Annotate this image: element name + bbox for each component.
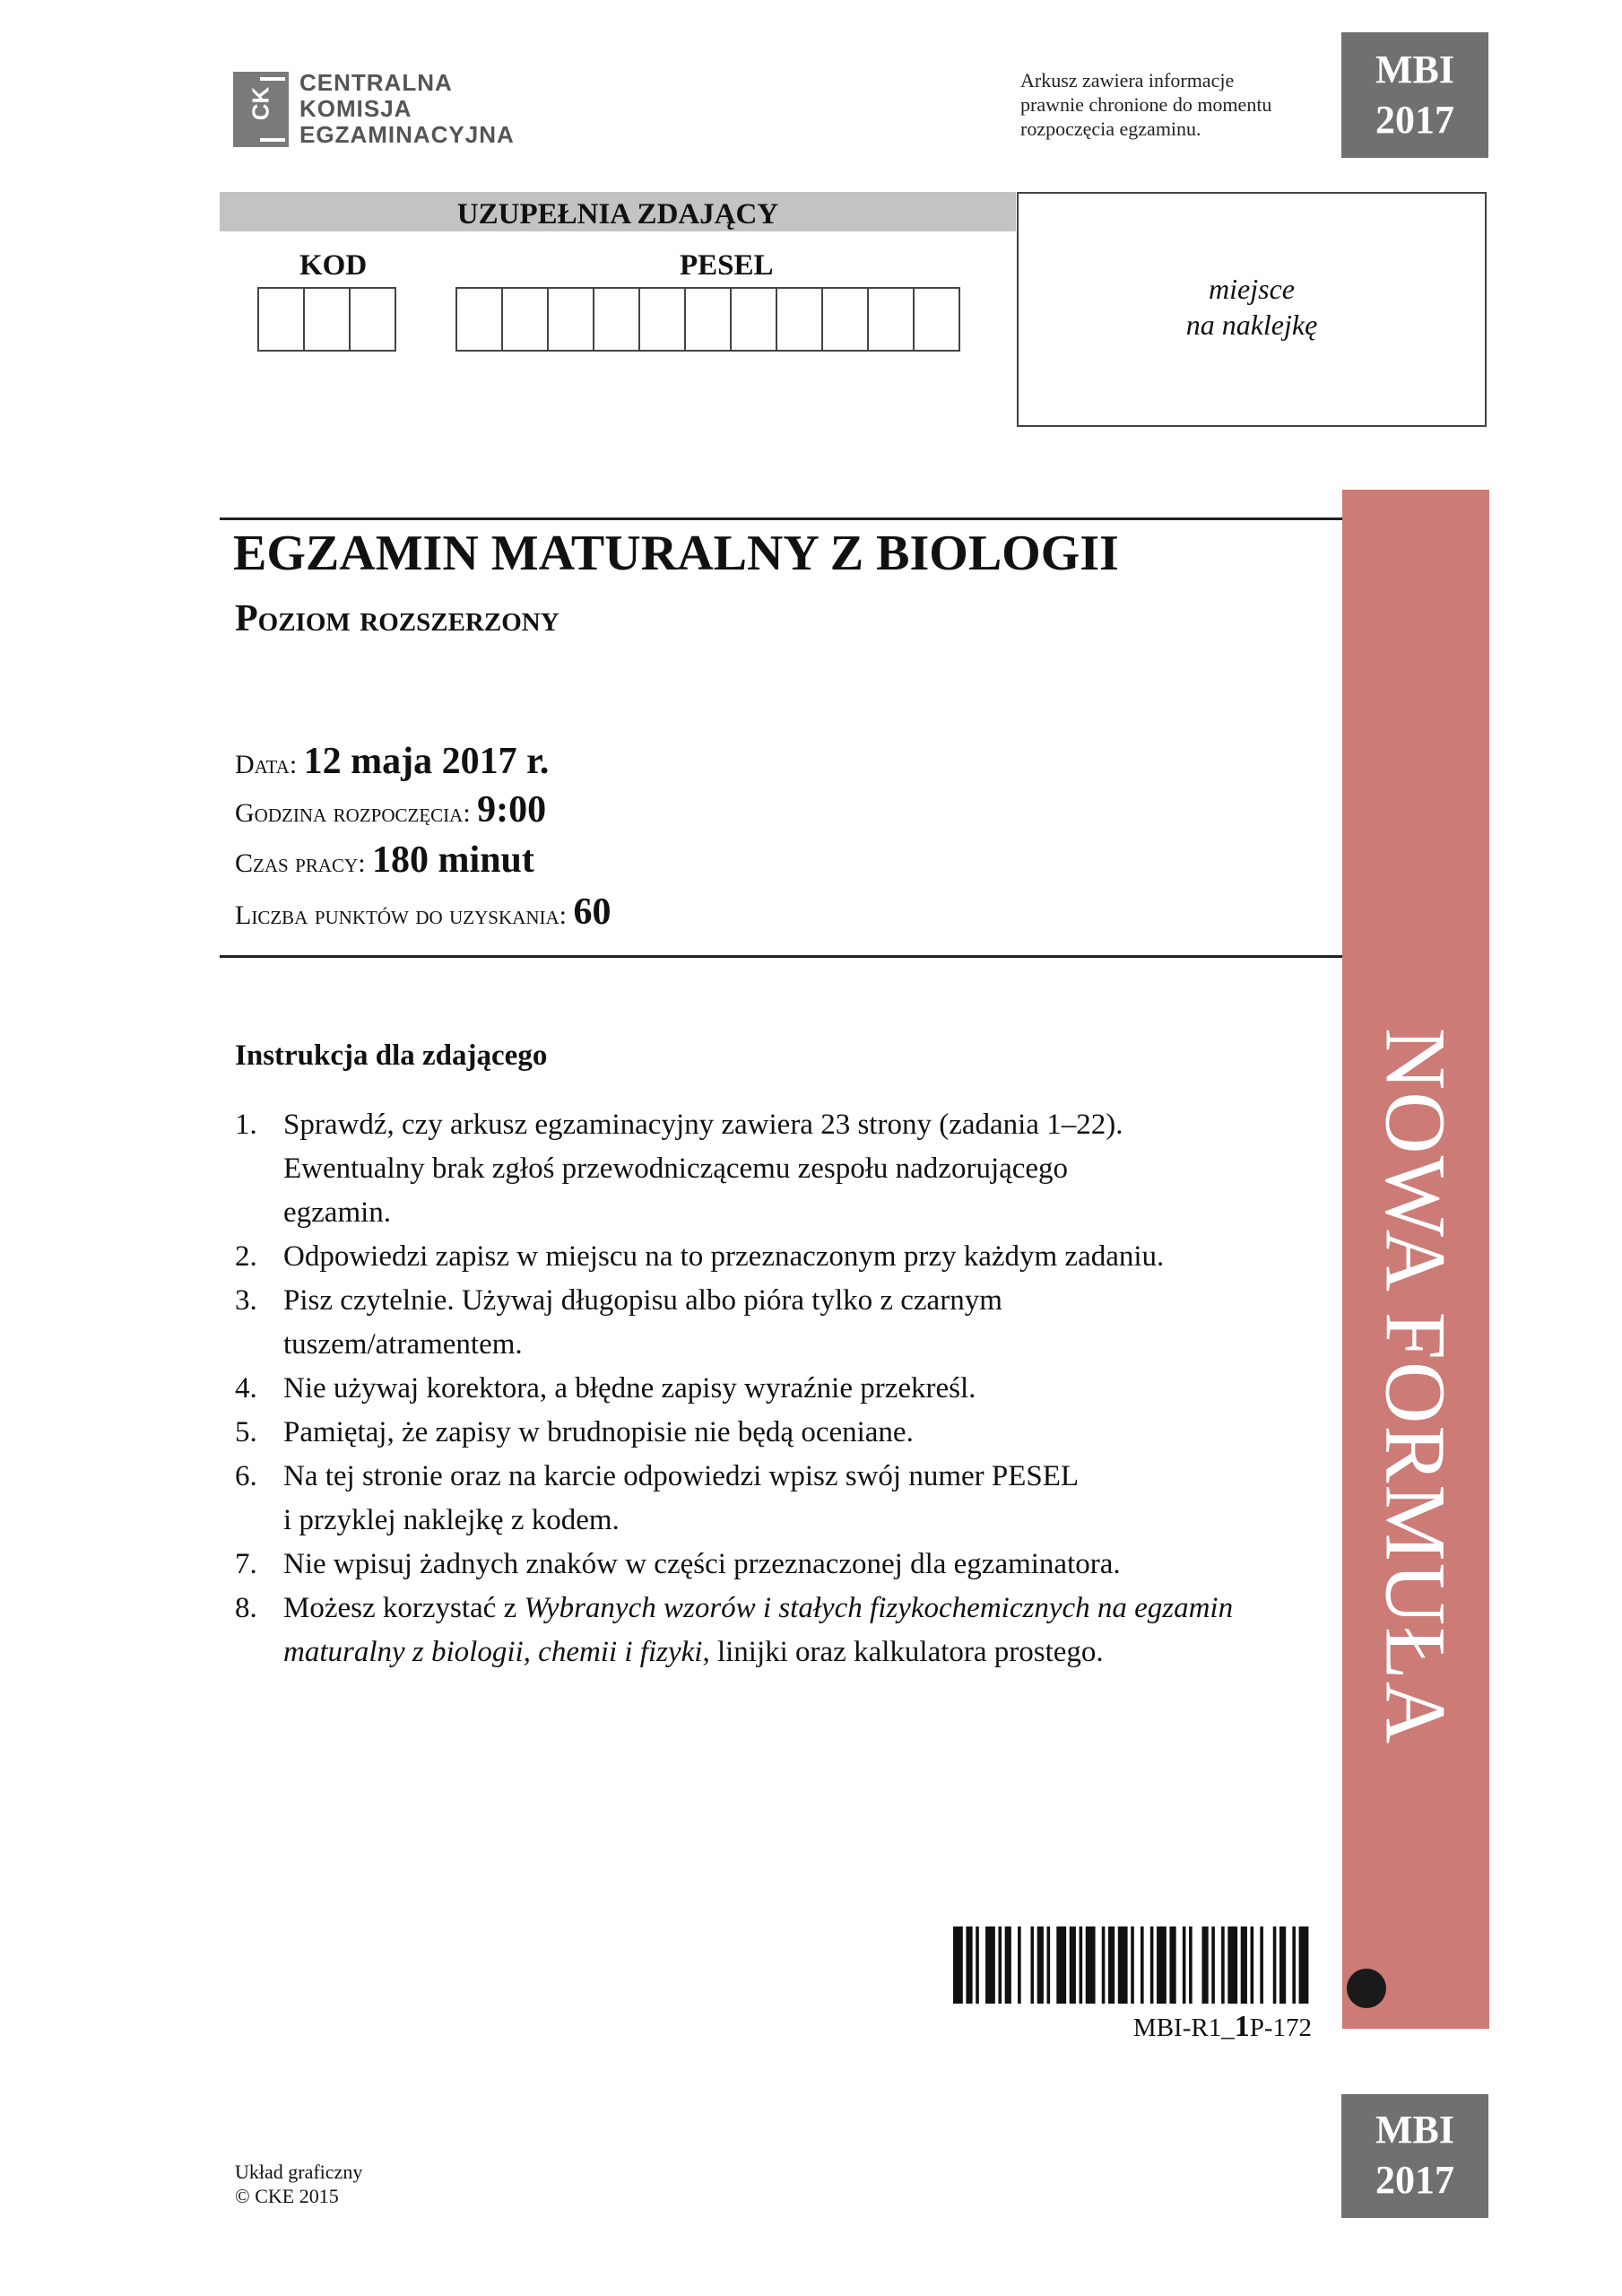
side-band-label <box>1342 490 1489 2029</box>
instruction-item <box>235 1235 1311 1279</box>
date-value: 12 maja 2017 r. <box>303 741 550 782</box>
barcode-bar <box>1183 1926 1186 2004</box>
instruction-line: Na tej stronie oraz na karcie odpowiedzi wpisz swój numer PESEL <box>283 1460 1080 1492</box>
instruction-number: 6. <box>235 1460 257 1492</box>
points-label: Liczba punktów do uzyskania: <box>235 900 567 930</box>
instruction-number: 8. <box>235 1592 257 1624</box>
barcode-bar <box>1118 1926 1128 2004</box>
instruction-item <box>235 1455 1311 1543</box>
logo-line: EGZAMINACYJNA <box>299 121 515 148</box>
barcode-bar <box>1141 1926 1144 2004</box>
instruction-line: Pisz czytelnie. Używaj długopisu albo pióra tylko z czarnym <box>283 1284 1002 1317</box>
pesel-input-cells[interactable] <box>455 287 960 352</box>
barcode-bar <box>1227 1926 1237 2004</box>
exam-year: 2017 <box>1375 2158 1454 2202</box>
barcode-bar <box>1102 1926 1106 2004</box>
barcode-bar <box>1299 1926 1309 2004</box>
divider <box>220 517 1342 520</box>
digit-cell[interactable] <box>686 289 732 350</box>
kod-label: KOD <box>299 249 368 282</box>
instruction-line: Sprawdź, czy arkusz egzaminacyjny zawiera 23 strony (zadania 1–22). <box>283 1109 1123 1141</box>
digit-cell[interactable] <box>549 289 594 350</box>
instruction-number: 3. <box>235 1284 257 1317</box>
barcode-bar <box>1047 1926 1051 2004</box>
barcode-bar <box>1157 1926 1167 2004</box>
instruction-line: Nie używaj korektora, a błędne zapisy wyraźnie przekreśl. <box>283 1372 976 1405</box>
barcode-bar <box>1273 1926 1277 2004</box>
sticker-area <box>1017 192 1487 427</box>
barcode-suffix: P-172 <box>1249 2013 1312 2042</box>
instructions-heading: Instrukcja dla zdającego <box>235 1039 548 1072</box>
instruction-text-italic: Wybranych wzorów i stałych fizykochemicznych na egzamin maturalny z biologii, chemii i fizyki <box>283 1592 1234 1668</box>
barcode-bar <box>1279 1926 1286 2004</box>
start-label: Godzina rozpoczęcia: <box>235 798 471 828</box>
exam-code: MBI <box>1375 2108 1454 2152</box>
logo-line: CENTRALNA <box>299 69 453 96</box>
instruction-line: egzamin. <box>283 1196 392 1229</box>
barcode-bar <box>1292 1926 1296 2004</box>
sticker-line: na naklejkę <box>1185 309 1318 341</box>
barcode-bar <box>1080 1926 1083 2004</box>
barcode-bar <box>1056 1926 1066 2004</box>
digit-cell[interactable] <box>351 289 396 350</box>
pesel-label: PESEL <box>680 249 774 282</box>
barcode-code <box>953 2009 1312 2046</box>
barcode-bar <box>1108 1926 1115 2004</box>
instruction-number: 7. <box>235 1548 257 1580</box>
barcode-bar <box>998 1926 1002 2004</box>
instruction-line: Ewentualny brak zgłoś przewodniczącemu zespołu nadzorującego <box>283 1152 1069 1185</box>
footer <box>235 2160 362 2208</box>
instruction-line: i przyklej naklejkę z kodem. <box>283 1504 620 1536</box>
digit-cell[interactable] <box>259 289 305 350</box>
barcode-bar <box>1260 1926 1263 2004</box>
kod-input-cells[interactable] <box>257 287 396 352</box>
footer-line: Układ graficzny <box>235 2161 363 2183</box>
barcode-bar <box>1037 1926 1044 2004</box>
exam-code-box-bottom <box>1341 2094 1488 2218</box>
barcode-bar <box>1030 1926 1034 2004</box>
barcode-bold: 1 <box>1234 2010 1250 2043</box>
exam-code: MBI <box>1375 48 1454 91</box>
instruction-item <box>235 1411 1311 1455</box>
digit-cell[interactable] <box>640 289 686 350</box>
instruction-item <box>235 1543 1311 1587</box>
digit-cell[interactable] <box>594 289 640 350</box>
confidentiality-notice <box>1020 68 1316 141</box>
instruction-number: 2. <box>235 1240 257 1273</box>
instruction-text <box>283 1587 1270 1674</box>
barcode-bar <box>1189 1926 1193 2004</box>
notice-line: Arkusz zawiera informacje <box>1020 69 1235 91</box>
logo-text <box>299 70 515 148</box>
instruction-text-plain: , linijki oraz kalkulatora prostego. <box>702 1636 1104 1668</box>
duration-label: Czas pracy: <box>235 848 366 878</box>
digit-cell[interactable] <box>869 289 915 350</box>
exam-year: 2017 <box>1375 98 1454 142</box>
notice-line: rozpoczęcia egzaminu. <box>1020 117 1201 140</box>
instruction-number: 4. <box>235 1372 257 1405</box>
cke-logo-mark <box>233 72 289 147</box>
digit-cell[interactable] <box>732 289 777 350</box>
barcode-bar <box>1005 1926 1011 2004</box>
notice-line: prawnie chronione do momentu <box>1020 93 1272 116</box>
barcode-bar <box>1221 1926 1225 2004</box>
barcode-bar <box>1251 1926 1254 2004</box>
exam-code-box-top <box>1341 32 1488 158</box>
band-text: NOWA FORMUŁA <box>1367 1027 1464 1746</box>
instruction-number: 1. <box>235 1109 257 1141</box>
barcode-bar <box>1241 1926 1247 2004</box>
instruction-item <box>235 1103 1311 1235</box>
candidate-header: UZUPEŁNIA ZDAJĄCY <box>456 198 779 230</box>
barcode-bar <box>985 1926 995 2004</box>
logo-bar <box>260 77 285 81</box>
digit-cell[interactable] <box>457 289 503 350</box>
instruction-item <box>235 1587 1311 1674</box>
cke-logo <box>233 69 556 148</box>
barcode-bar <box>1211 1926 1215 2004</box>
instruction-item <box>235 1367 1311 1411</box>
barcode-prefix: MBI-R1_ <box>1132 2013 1235 2042</box>
barcode-bar <box>953 1926 963 2004</box>
info-points <box>235 888 611 940</box>
duration-value: 180 minut <box>372 839 534 881</box>
barcode-bar <box>966 1926 972 2004</box>
instruction-line: Odpowiedzi zapisz w miejscu na to przeznaczonym przy każdym zadaniu. <box>283 1240 1165 1273</box>
date-label: Data: <box>235 750 298 779</box>
info-start-time <box>235 786 546 838</box>
barcode <box>953 1926 1312 2004</box>
divider <box>220 955 1342 958</box>
barcode-bar <box>1131 1926 1134 2004</box>
info-duration <box>235 836 534 888</box>
instruction-item <box>235 1279 1311 1367</box>
exam-title: EGZAMIN MATURALNY Z BIOLOGII <box>233 526 1119 581</box>
points-value: 60 <box>573 891 612 933</box>
barcode-bar <box>1150 1926 1154 2004</box>
barcode-bar <box>976 1926 979 2004</box>
instruction-line: tuszem/atramentem. <box>283 1328 523 1361</box>
logo-mark-text: CK <box>247 86 274 121</box>
digit-cell[interactable] <box>305 289 351 350</box>
digit-cell[interactable] <box>503 289 549 350</box>
instruction-line: Pamiętaj, że zapisy w brudnopisie nie będą oceniane. <box>283 1416 914 1448</box>
barcode-bar <box>1086 1926 1096 2004</box>
sticker-line: miejsce <box>1209 273 1295 305</box>
instruction-text-plain: Możesz korzystać z <box>283 1592 525 1624</box>
logo-line: KOMISJA <box>299 95 412 122</box>
marker-dot <box>1347 1969 1386 2008</box>
barcode-bar <box>1018 1926 1021 2004</box>
start-value: 9:00 <box>477 789 547 831</box>
digit-cell[interactable] <box>823 289 869 350</box>
logo-bar <box>260 138 285 142</box>
digit-cell[interactable] <box>915 289 960 350</box>
footer-line: © CKE 2015 <box>235 2185 339 2207</box>
barcode-bar <box>1169 1926 1175 2004</box>
instructions-list <box>235 1103 1311 1674</box>
barcode-bar <box>1070 1926 1076 2004</box>
instruction-number: 5. <box>235 1416 257 1448</box>
digit-cell[interactable] <box>777 289 823 350</box>
instruction-line: Nie wpisuj żadnych znaków w części przeznaczonej dla egzaminatora. <box>283 1548 1121 1580</box>
info-date <box>235 737 549 789</box>
barcode-bar <box>1201 1926 1208 2004</box>
exam-level: Poziom rozszerzony <box>235 598 559 639</box>
